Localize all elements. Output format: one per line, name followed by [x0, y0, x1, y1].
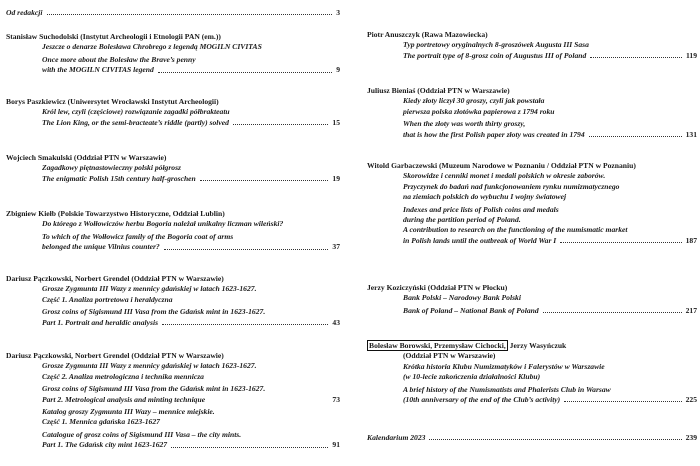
entry-title: Od redakcji: [6, 8, 43, 17]
entry-title-line: Bank of Poland – National Bank of Poland: [403, 305, 539, 315]
entry-title-line: Część 1. Mennica gdańska 1623-1627: [42, 417, 160, 427]
page-number: 37: [332, 242, 340, 252]
page-number: 187: [685, 235, 697, 245]
toc-entry[interactable]: [6, 32, 340, 76]
entry-title-line: Grosze Zygmunta III Wazy z mennicy gdańskiej w latach 1623-1627.: [42, 284, 257, 294]
toc-entry[interactable]: [367, 283, 697, 316]
entry-author: Piotr Anuszczyk (Rawa Mazowiecka): [367, 30, 488, 39]
entry-title-line: The Lion King, or the semi-bracteate’s riddle (partly) solved: [42, 117, 229, 127]
page-number: 15: [332, 117, 340, 127]
page-number: 3: [336, 8, 340, 17]
entry-title-line: Typ portretowy oryginalnych 8-groszówek Augusta III Sasa: [403, 40, 589, 50]
entry-title-line: that is how the first Polish paper złoty was created in 1794: [403, 129, 585, 139]
entry-title-line: Jeszcze o denarze Bolesława Chrobrego z legendą MOGILN CIVITAS: [42, 42, 262, 52]
entry-title-line: A contribution to research on the functioning of the numismatic market: [403, 225, 628, 235]
entry-title-line: Część 2. Analiza metrologiczna i technika mennicza: [42, 371, 204, 381]
entry-title-line: Król lew, czyli (częściowe) rozwiązanie zagadki półbrakteatu: [42, 107, 230, 117]
page-number: 239: [685, 433, 697, 442]
entry-author: Zbigniew Kiełb (Polskie Towarzystwo Historyczne, Oddział Lublin): [6, 209, 225, 218]
entry-title-line: Katalog groszy Zygmunta III Wazy – mennice miejskie.: [42, 407, 215, 417]
entry-title-line: with the MOGILN CIVITAS legend: [42, 65, 154, 75]
page-number: 217: [685, 305, 697, 315]
page-number: 225: [685, 395, 697, 405]
entry-title-line: Once more about the Bolesław the Brave’s penny: [42, 54, 196, 64]
toc-entry-kalendarium[interactable]: [367, 433, 697, 443]
toc-entry[interactable]: [367, 86, 697, 140]
highlighted-author-names: Bolesław Borowski, Przemysław Cichocki,: [369, 341, 506, 350]
entry-title-line: during the partition period of Poland.: [403, 215, 521, 225]
entry-title-line: When the złoty was worth thirty groszy,: [403, 119, 526, 129]
toc-entry[interactable]: [6, 153, 340, 184]
toc-entry-editorial[interactable]: [6, 8, 340, 18]
entry-title-line: Krótka historia Klubu Numizmatyków i Falerystów w Warszawie: [403, 361, 605, 371]
entry-author: Jerzy Koziczyński (Oddział PTN w Płocku): [367, 283, 508, 292]
entry-title: Kalendarium 2023: [367, 433, 426, 442]
toc-entry[interactable]: [6, 351, 340, 451]
entry-title-line: To which of the Wołłowicz family of the Bogoria coat of arms: [42, 231, 234, 241]
entry-title-line: (w 10-lecie zakończenia działalności Klubu): [403, 372, 541, 382]
entry-title-line: Kiedy złoty liczył 30 groszy, czyli jak powstała: [403, 96, 545, 106]
entry-title-line: Grosz coins of Sigismund III Vasa from the Gdańsk mint in 1623-1627.: [42, 307, 266, 317]
page-number: 91: [332, 440, 340, 450]
page-number: 119: [686, 50, 697, 60]
entry-title-line: Do którego z Wołłowiczów herbu Bogoria należał unikalny liczman wileński?: [42, 219, 284, 229]
entry-author: Borys Paszkiewicz (Uniwersytet Wrocławski Instytut Archeologii): [6, 97, 219, 106]
page-number: 73: [332, 394, 340, 404]
toc-entry[interactable]: [6, 97, 340, 128]
toc-entry[interactable]: [6, 209, 340, 253]
entry-title-line: Catalogue of grosz coins of Sigismund III Vasa – the city mints.: [42, 429, 242, 439]
entry-title-line: A brief history of the Numismatists and Phalerists Club in Warsaw: [403, 384, 611, 394]
page-number: 9: [336, 65, 340, 75]
entry-title-line: Part 1. The Gdańsk city mint 1623-1627: [42, 440, 168, 450]
entry-title-line: Part 2. Metrological analysis and minting technique: [42, 394, 206, 404]
entry-affiliation: (Oddział PTN w Warszawie): [403, 351, 496, 361]
entry-title-line: Grosz coins of Sigismund III Vasa from the Gdańsk mint in 1623-1627.: [42, 384, 266, 394]
entry-title-line: na ziemiach polskich do wybuchu I wojny światowej: [403, 192, 567, 202]
entry-title-line: pierwsza polska złotówka papierowa z 1794 roku: [403, 106, 555, 116]
toc-entry[interactable]: [6, 274, 340, 328]
entry-title-line: Część 1. Analiza portretowa i heraldyczna: [42, 294, 173, 304]
page-number: 131: [685, 129, 697, 139]
toc-entry[interactable]: [367, 341, 697, 405]
toc-entry[interactable]: [367, 30, 697, 61]
entry-title-line: Przyczynek do badań nad funkcjonowaniem rynku numizmatycznego: [403, 181, 620, 191]
entry-author: Wojciech Smakulski (Oddział PTN w Warszawie): [6, 153, 167, 162]
page-number: 19: [332, 173, 340, 183]
toc-entry[interactable]: [367, 161, 697, 246]
entry-author: Bolesław Borowski, Przemysław Cichocki, Jerzy Wasyńczuk: [369, 341, 567, 350]
entry-title-line: Indexes and price lists of Polish coins and medals: [403, 204, 559, 214]
entry-author: Stanisław Suchodolski (Instytut Archeologii i Etnologii PAN (em.)): [6, 32, 221, 41]
page-number: 43: [332, 317, 340, 327]
entry-title-line: The enigmatic Polish 15th century half-groschen: [42, 173, 196, 183]
entry-title-line: Skorowidze i cenniki monet i medali polskich w okresie zaborów.: [403, 171, 606, 181]
entry-title-line: (10th anniversary of the end of the Club’s activity): [403, 395, 561, 405]
entry-title-line: belonged the unique Vilnius counter?: [42, 242, 160, 252]
entry-author: Dariusz Pączkowski, Norbert Grendel (Oddział PTN w Warszawie): [6, 274, 224, 283]
entry-title-line: Grosze Zygmunta III Wazy z mennicy gdańskiej w latach 1623-1627.: [42, 361, 257, 371]
entry-author: Witold Garbaczewski (Muzeum Narodowe w Poznaniu / Oddział PTN w Poznaniu): [367, 161, 636, 170]
entry-title-line: Part 1. Portrait and heraldic analysis: [42, 317, 159, 327]
entry-title-line: Bank Polski – Narodowy Bank Polski: [403, 293, 521, 303]
entry-title-line: in Polish lands until the outbreak of World War I: [403, 235, 557, 245]
entry-author: Juliusz Bieniaś (Oddział PTN w Warszawie): [367, 86, 510, 95]
entry-author: Dariusz Pączkowski, Norbert Grendel (Oddział PTN w Warszawie): [6, 351, 224, 360]
entry-title-line: The portrait type of 8-grosz coin of Augustus III of Poland: [403, 50, 587, 60]
entry-title-line: Zagadkowy piętnastowieczny polski półgrosz: [42, 163, 182, 173]
